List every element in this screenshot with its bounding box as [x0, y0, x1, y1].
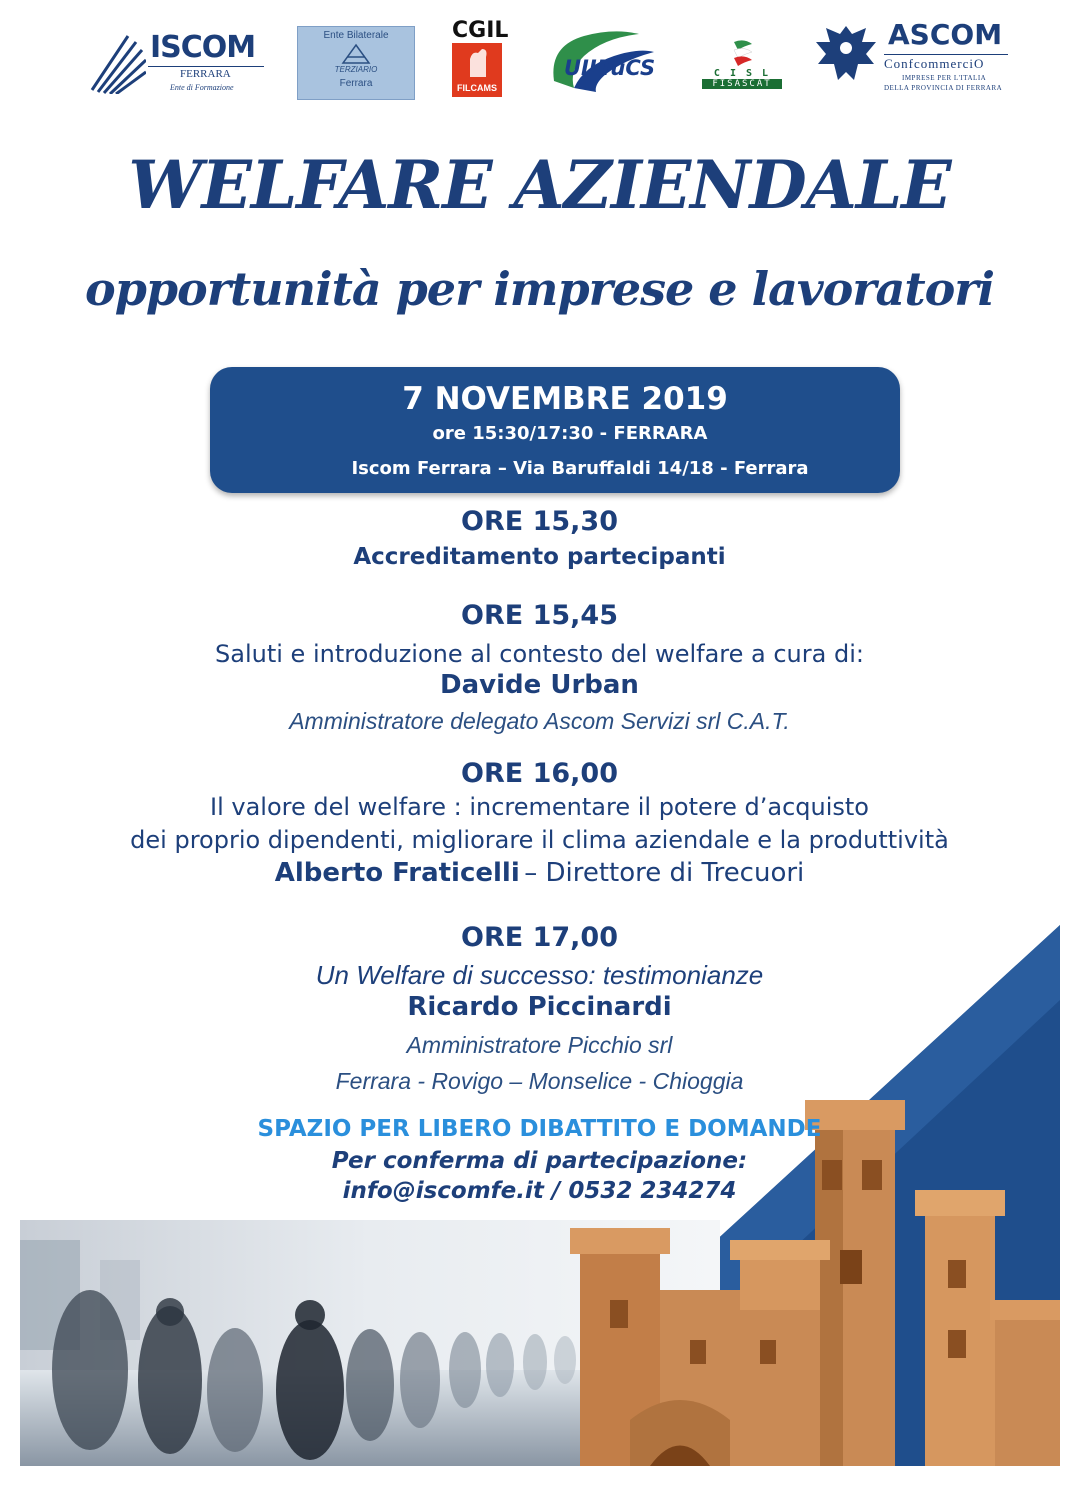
iscom-name: ISCOM — [150, 30, 256, 65]
cgil-logo — [452, 18, 509, 98]
iscom-fan-icon — [88, 32, 146, 94]
agenda-role-4: Amministratore Picchio srl — [406, 1032, 673, 1058]
agenda-speaker-3: Alberto Fraticelli — [274, 858, 520, 888]
filcams-box — [452, 43, 502, 97]
agenda-time-2: ORE 15,45 — [461, 600, 618, 631]
cisl-logo — [702, 38, 782, 98]
agenda-time-3: ORE 16,00 — [461, 758, 618, 789]
ascom-logo — [812, 18, 1022, 98]
agenda-places-4: Ferrara - Rovigo – Monselice - Chioggia — [335, 1068, 744, 1094]
confcommercio-name: ConfcommerciO — [884, 56, 985, 71]
agenda-text-1: Accreditamento partecipanti — [353, 544, 726, 570]
page-subtitle: opportunità per imprese e lavoratori — [85, 262, 994, 316]
agenda-text-2: Saluti e introduzione al contesto del welfare a cura di: — [215, 640, 864, 668]
ebt-line2: TERZIARIO — [334, 65, 378, 74]
agenda-speaker-3-role: – Direttore di Trecuori — [524, 858, 805, 888]
agenda-text-3b: dei proprio dipendenti, migliorare il clima aziendale e la produttività — [130, 826, 949, 854]
ente-bilaterale-logo — [297, 26, 415, 100]
agenda-speaker-3-line — [0, 858, 1079, 888]
agenda-time-4: ORE 17,00 — [461, 922, 618, 953]
agenda-text-4: Un Welfare di successo: testimonianze — [315, 960, 764, 990]
ebt-line3: Ferrara — [339, 78, 373, 89]
agenda-role-2: Amministratore delegato Ascom Servizi srl C.A.T. — [289, 708, 790, 734]
debate-notice: SPAZIO PER LIBERO DIBATTITO E DOMANDE — [257, 1116, 822, 1142]
agenda-speaker-4: Ricardo Piccinardi — [407, 992, 672, 1022]
ebt-triangle-icon — [341, 43, 371, 65]
ascom-small-line2: DELLA PROVINCIA DI FERRARA — [884, 84, 1003, 92]
agenda-text-3a: Il valore del welfare : incrementare il potere d’acquisto — [210, 793, 869, 821]
filcams-hand-icon — [452, 43, 502, 83]
uiltucs-logo — [544, 26, 664, 96]
contact-info: info@iscomfe.it / 0532 234274 — [342, 1178, 737, 1204]
confirmation-label: Per conferma di partecipazione: — [331, 1148, 748, 1174]
ascom-name: ASCOM — [888, 18, 1003, 51]
iscom-logo — [88, 30, 268, 100]
event-time-place: ore 15:30/17:30 - FERRARA — [432, 423, 708, 444]
agenda-speaker-2: Davide Urban — [440, 670, 639, 700]
iscom-tagline: Ente di Formazione — [170, 83, 234, 92]
uiltucs-name: UILTuCS — [564, 56, 656, 80]
cgil-name: CGIL — [452, 18, 509, 43]
cisl-flag-icon — [702, 38, 782, 68]
event-date-box — [210, 367, 900, 493]
fisascat-name: FISASCAT — [702, 79, 782, 89]
event-date: 7 NOVEMBRE 2019 — [402, 381, 728, 417]
page-title: WELFARE AZIENDALE — [128, 146, 951, 224]
iscom-city: FERRARA — [180, 68, 231, 80]
ascom-small-line1: IMPRESE PER L'ITALIA — [902, 74, 987, 82]
eagle-icon — [812, 20, 880, 90]
agenda-time-1: ORE 15,30 — [461, 506, 618, 537]
cisl-name: C I S L — [713, 68, 771, 79]
filcams-label: FILCAMS — [457, 83, 497, 93]
ebt-line1: Ente Bilaterale — [323, 30, 389, 41]
event-venue: Iscom Ferrara – Via Baruffaldi 14/18 - Ferrara — [351, 458, 809, 479]
